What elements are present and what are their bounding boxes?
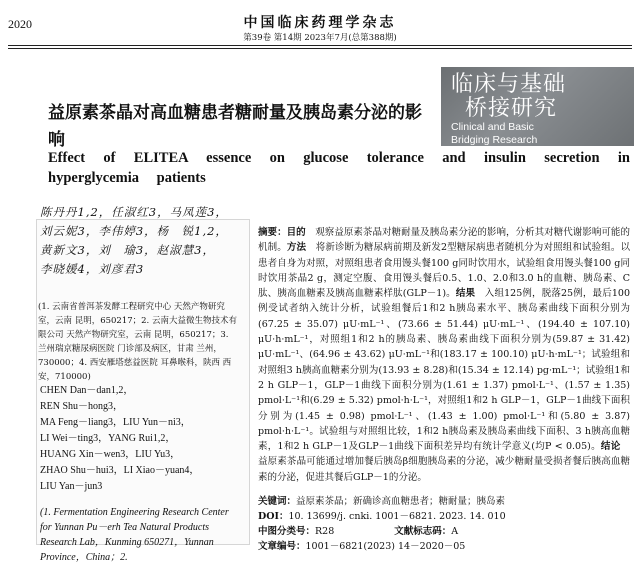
authors-en — [40, 383, 245, 495]
article-number-value: 1001－6821(2023) 14－2020－05 — [305, 541, 466, 552]
author-line: 李晓媛4，刘彦君3 — [40, 262, 145, 276]
author-line: CHEN Dan－dan1,2， — [40, 385, 134, 396]
keywords — [258, 494, 630, 509]
doi-value: 10. 13699/j. cnki. 1001－6821. 2023. 14. 010 — [288, 511, 506, 522]
article-number-line — [258, 539, 630, 554]
header-rule-thin — [8, 48, 632, 49]
doi-label: DOI： — [258, 511, 289, 522]
affiliation-en: (1. Fermentation Engineering Research Center for Yunnan Pu－erh Tea Natural Products Research Lab，Kunming 650271，Yunnan Province，China；2. — [40, 507, 229, 563]
badge-cn-line1: 临床与基础 — [451, 72, 567, 97]
methods-label: 方法 — [286, 242, 307, 254]
classification-line — [258, 524, 630, 539]
abstract-label: 摘要： — [258, 227, 287, 238]
author-line: ZHAO Shu－hui3，LI Xiao－yuan4， — [40, 465, 200, 476]
article-title-en: Effect of ELITEA essence on glucose tolerance and insulin secretion in hyperglycemia patients — [48, 150, 630, 186]
doc-code-value: A — [451, 526, 459, 537]
author-line: LI Wei－ting3，YANG Rui1,2， — [40, 433, 176, 444]
page-number: 2020 — [8, 17, 32, 31]
header-rule — [8, 45, 632, 46]
classification-label: 中图分类号： — [258, 526, 316, 537]
objective-text: 观察益原素茶晶对糖耐量及胰岛素分泌的影响，分析其对糖代谢影响可能的机制。 — [258, 227, 630, 254]
author-line: REN Shu－hong3， — [40, 401, 124, 412]
objective-label: 目的 — [286, 227, 306, 238]
results-label: 结果 — [455, 288, 476, 300]
badge-en-line2: Bridging Research — [451, 134, 538, 146]
author-line: MA Feng－liang3，LIU Yun－ni3， — [40, 417, 191, 428]
doi-line — [258, 509, 630, 524]
journal-issue: 第39卷 第14期 2023年7月(总第388期) — [243, 33, 397, 43]
authors-cn — [40, 203, 240, 279]
section-badge — [441, 67, 634, 146]
results-text: 入组125例，脱落25例，最后100例受试者纳入统计分析，试验组餐后1和2 h胰岛素水平、胰岛素曲线下面积分别为(67.25 ± 35.07) μU·mL⁻¹、(73.66 ± 51.44) μU·mL⁻¹、(194.40 ± 107.10) μU·h·mL⁻¹，对照组1和2 h的胰岛素、胰岛素曲线下面积分别为(59.87 ± 31.42) μU·mL⁻¹、(64.96 ± 43.62) μU·mL⁻¹和(183.17 ± 100.10) μU·h·mL⁻¹；试验组和对照组3 h胰高血糖素分别为(13.93 ± 8.28)和(15.34 ± 12.14) pg·mL⁻¹；试验组1和2 h GLP－1，GLP－1曲线下面积分别为(1.61 ± 1.37) pmol·L⁻¹、(1.57 ± 1.35) pmol·L⁻¹和(6.29 ± 5.32) pmol·h·L⁻¹，对照组1和2 h GLP－1，GLP－1曲线下面积分别为(1.45 ± 0.98) pmol·L⁻¹、(1.43 ± 1.00) pmol·L⁻¹和(5.80 ± 3.87) pmol·h·L⁻¹。试验组与对照组比较，1和2 h胰岛素及胰岛素曲线下面积、3 h胰高血糖素，1和2 h GLP－1及GLP－1曲线下面积差异均有统计学意义(均P < 0.05)。 — [258, 288, 630, 453]
author-line: 黄新文3，刘 瑜3，赵淑慧3， — [40, 243, 215, 257]
article-number-label: 文章编号： — [258, 541, 306, 552]
methods-text: 将新诊断为糖尿病前期及新发2型糖尿病患者随机分为对照组和试验组。以患者自身为对照，对照组患者食用馒头餐100 g同时饮用水，试验组食用馒头餐100 g同时饮用茶晶2 g，测定空腹、食用馒头餐后0.5、1.0、2.0和3.0 h的血糖、胰岛素、C肽、胰高血糖素及胰高血糖素样肽(GLP－1)。 — [258, 242, 630, 300]
author-line: 刘云妮3，李伟婷3，杨 锐1,2， — [40, 224, 228, 238]
journal-title: 中国临床药理学杂志 — [243, 15, 397, 31]
author-line: 陈丹丹1,2，任淑红3，马凤莲3， — [40, 205, 228, 219]
badge-en-line1: Clinical and Basic — [451, 121, 534, 133]
badge-cn-line2: 桥接研究 — [465, 96, 558, 121]
classification-value: R28 — [315, 526, 335, 537]
article-title-cn: 益原素茶晶对高血糖患者糖耐量及胰岛素分泌的影响 — [48, 103, 422, 150]
doc-code-label: 文献标志码： — [394, 526, 452, 537]
author-line: HUANG Xin－wen3，LIU Yu3， — [40, 449, 181, 460]
author-line: LIU Yan－jun3 — [40, 481, 103, 492]
conclusion-label: 结论 — [600, 441, 621, 453]
keywords-text: 益原素茶晶；新确诊高血糖患者；糖耐量；胰岛素 — [296, 496, 506, 507]
keywords-label: 关键词： — [258, 496, 297, 507]
abstract — [258, 225, 630, 485]
affiliation-cn: (1. 云南省普洱茶发酵工程研究中心 天然产物研究室，云南 昆明，650217；2. 云南大益微生物技术有限公司 天然产物研究室，云南 昆明，650217；3. 兰州瑞京糖尿病医院 门诊部及病区，甘肃 兰州，730000；4. 西安雁塔慈益医院 耳鼻喉科，陕西 西安，710000) — [38, 302, 237, 382]
conclusion-text: 益原素茶晶可能通过增加餐后胰岛β细胞胰岛素的分泌，减少糖耐量受损者餐后胰高血糖素的分泌，促进其餐后GLP－1的分泌。 — [258, 441, 630, 483]
